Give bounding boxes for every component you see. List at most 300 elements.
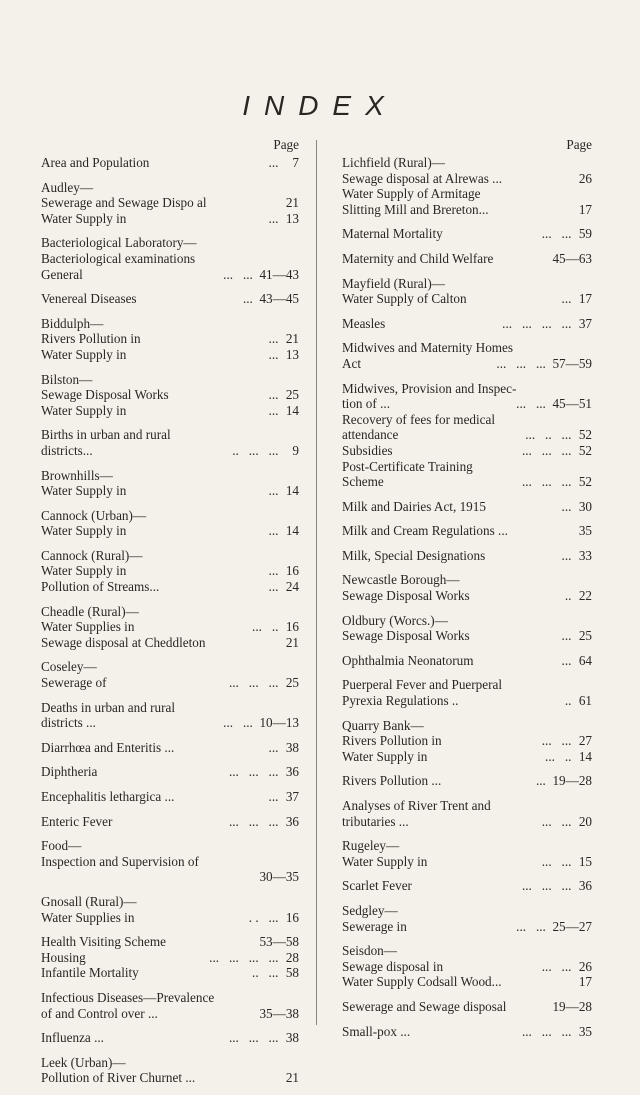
leader-dots: ... [561,498,578,514]
page-number: 13 [285,210,299,226]
index-term: of and Control over ... [41,1005,158,1021]
index-term: Audley— [41,179,94,195]
index-line [41,211,299,227]
page-number: 52 [578,442,592,458]
index-entry [342,381,592,490]
index-line [342,443,592,459]
index-term: Bacteriological examinations [41,250,196,266]
index-line [342,974,592,990]
leader-dots: ... ... ... [228,764,285,780]
index-line [342,171,592,187]
page-number: 35—38 [259,1005,299,1021]
index-term: Sewerage of [41,675,107,691]
leader-dots: ... ... ... [228,813,285,829]
leader-dots: ... ... ... [496,355,553,371]
index-term: Measles [342,315,386,331]
index-line [41,604,299,620]
index-entry [41,740,299,756]
index-term: Sewage disposal in [342,958,444,974]
index-line [41,387,299,403]
index-term: Act [342,355,362,371]
index-line [342,381,592,397]
index-line [342,798,592,814]
index-entry [41,427,299,458]
index-term: Encephalitis lethargica ... [41,789,175,804]
index-line [41,910,299,926]
leader-dots: .. [564,588,578,604]
leader-dots: . . ... [248,909,285,925]
index-term: Mayfield (Rural)— [342,275,445,291]
index-line [342,814,592,830]
leader-dots: ... [268,739,285,755]
index-line [41,740,299,756]
index-line [41,659,299,675]
index-entry [342,798,592,829]
index-term: Water Supply in [41,346,127,362]
index-line [342,959,592,975]
page-number: 36 [285,813,299,829]
index-term: Scarlet Fever [342,878,412,894]
index-term: Sewage disposal at Alrewas ... [342,170,503,186]
index-line [342,276,592,292]
index-term: Coseley— [41,659,97,675]
index-term: Housing [41,949,86,965]
index-line [41,155,299,171]
index-term: Diphtheria [41,764,98,780]
page-number: 17 [578,201,592,217]
index-term: Water Supplies in [41,909,135,925]
leader-dots: ... ... [516,918,553,934]
page-number: 61 [578,693,592,709]
index-line [342,155,592,171]
index-term: Enteric Fever [41,813,113,829]
index-line [41,1006,299,1022]
index-term: Milk and Dairies Act, 1915 [342,498,486,514]
leader-dots: ... [561,547,578,563]
index-term: Water Supplies in [41,619,135,635]
page-number: 19—28 [552,773,592,789]
index-term: Newcastle Borough— [342,572,460,588]
index-line [41,854,299,870]
index-line [342,396,592,412]
index-term: Quarry Bank— [342,717,424,733]
index-line [41,1030,299,1046]
index-line [342,548,592,564]
page-number: 43—45 [259,291,299,307]
leader-dots: ... [561,628,578,644]
page-number: 15 [578,853,592,869]
page-number: 14 [285,483,299,499]
index-entry [342,903,592,934]
leader-dots: ... [268,155,285,170]
index-line [41,180,299,196]
index-line [41,675,299,691]
index-line [342,749,592,765]
index-line [342,356,592,372]
leader-dots: ... [268,210,285,226]
index-line [342,773,592,789]
index-entry [342,226,592,242]
page-number: 26 [578,958,592,974]
index-term: Sedgley— [342,902,398,918]
index-term: Analyses of River Trent and [342,798,491,813]
page-number: 64 [578,652,592,668]
index-entry [342,653,592,669]
index-entry [342,677,592,708]
index-line [342,613,592,629]
index-term: Rivers Pollution in [41,331,141,347]
page-number: 19—28 [552,998,592,1014]
index-line [342,523,592,539]
leader-dots: ... .. ... [525,427,578,443]
leader-dots: .. ... ... [232,442,285,458]
index-term: Leek (Urban)— [41,1054,126,1070]
index-term: Infantile Mortality [41,965,139,981]
page-number: 58 [285,965,299,981]
page-number: 21 [285,634,299,650]
page-number: 30 [578,498,592,514]
index-line [41,563,299,579]
index-term: Inspection and Supervision of [41,853,199,869]
page-number: 21 [285,195,299,211]
index-term: Sewage Disposal Works [41,387,169,403]
index-term: Sewerage and Sewage Dispo al [41,195,207,211]
leader-dots: ... ... [223,266,260,282]
page-number: 14 [285,402,299,418]
index-entry [41,291,299,307]
index-term: tributaries ... [342,813,409,829]
index-entry [342,878,592,894]
index-term: Bacteriological Laboratory— [41,235,197,251]
index-term: Diarrhœa and Enteritis ... [41,739,175,755]
leader-dots: ... [268,346,285,362]
index-line [342,718,592,734]
page-number: 57—59 [552,355,592,371]
index-term: Sewerage and Sewage disposal [342,998,507,1014]
leader-dots: ... ... ... ... [209,949,285,965]
index-line [342,878,592,894]
leader-dots: ... ... ... [521,442,578,458]
page-number: 52 [578,427,592,443]
index-term: Food— [41,838,82,854]
column-divider [316,140,317,1025]
index-line [342,903,592,919]
index-term: Rivers Pollution ... [342,773,442,789]
page-number: 10—13 [259,715,299,731]
index-line [41,251,299,267]
index-term: Lichfield (Rural)— [342,155,445,170]
page-column-header: Page [566,137,592,152]
page-number: 35 [578,1023,592,1039]
index-line [41,579,299,595]
index-term: Water Supply in [41,563,127,579]
index-line [41,316,299,332]
index-line [41,764,299,780]
index-term: Water Supply of Armitage [342,186,481,202]
index-line [342,186,592,202]
index-term: districts... [41,442,93,458]
index-line [41,331,299,347]
leader-dots: ... ... [223,715,260,731]
leader-dots: ... [561,652,578,668]
index-entry [41,659,299,690]
page-number: 27 [578,733,592,749]
index-term: General [41,266,83,282]
index-line [342,628,592,644]
index-term: Midwives and Maternity Homes [342,340,514,356]
index-term: Scheme [342,474,384,490]
leader-dots: ... [268,523,285,539]
index-term: Biddulph— [41,315,104,331]
index-line [41,372,299,388]
index-line [41,403,299,419]
index-entry [342,340,592,371]
page-number: 21 [285,331,299,347]
index-line [41,548,299,564]
index-term: Births in urban and rural [41,427,171,443]
page-number: 16 [285,909,299,925]
index-term: Maternity and Child Welfare [342,250,494,266]
index-entry [41,508,299,539]
index-line [41,468,299,484]
index-entry [342,838,592,869]
index-entry [342,999,592,1015]
leader-dots: ... [268,402,285,418]
leader-dots: .. [564,693,578,709]
index-entry [342,523,592,539]
index-line [41,267,299,283]
index-term: Water Supply in [41,523,127,539]
leader-dots: ... [268,483,285,499]
index-term: Bilston— [41,371,93,387]
leader-dots: ... [268,563,285,579]
leader-dots: ... [268,579,285,595]
index-entry [41,155,299,171]
page-number: 9 [292,442,299,458]
leader-dots: ... [242,291,260,307]
index-line [41,789,299,805]
leader-dots: ... [561,291,578,307]
index-term: Water Supply in [41,210,127,226]
page-number: 37 [285,789,299,804]
index-entry [342,718,592,765]
index-line [342,572,592,588]
page-title: INDEX [242,90,398,121]
index-term: Midwives, Provision and Inspec- [342,380,517,396]
page-number: 37 [578,315,592,331]
index-entry [41,1055,299,1086]
index-term: Water Supply Codsall Wood... [342,974,502,990]
index-line [342,412,592,428]
page-number: 26 [578,170,592,186]
index-line [41,1070,299,1086]
index-term: Influenza ... [41,1030,104,1046]
index-entry [41,990,299,1021]
index-term: Cheadle (Rural)— [41,603,139,619]
index-term: Sewage Disposal Works [342,628,470,644]
leader-dots: ... ... ... [521,1023,578,1039]
index-term: Gnosall (Rural)— [41,893,137,909]
leader-dots: ... ... ... [521,878,578,894]
index-entry [342,499,592,515]
page-number: 25 [285,387,299,403]
page-number: 53—58 [259,934,299,950]
page-number: 21 [285,1070,299,1086]
index-entry [342,613,592,644]
index-line [41,814,299,830]
index-line [41,443,299,459]
index-line [41,347,299,363]
page-number: 25—27 [552,918,592,934]
left-column [41,137,299,1095]
index-entry [342,316,592,332]
index-line [342,427,592,443]
index-line [41,1055,299,1071]
index-line [342,854,592,870]
index-line [41,990,299,1006]
index-term: Subsidies [342,442,393,458]
index-term: Pollution of Streams... [41,579,160,595]
index-line [342,316,592,332]
index-term: Milk and Cream Regulations ... [342,523,508,539]
index-line [41,635,299,651]
index-line [342,693,592,709]
index-term: Post-Certificate Training [342,458,473,474]
index-term: Seisdon— [342,943,397,959]
leader-dots: ... ... ... [228,1030,285,1046]
index-entry [342,773,592,789]
index-line [41,715,299,731]
index-entry [41,604,299,651]
index-term: Deaths in urban and rural [41,699,176,715]
index-term: Area and Population [41,155,150,170]
index-line [342,474,592,490]
index-term: Milk, Special Designations [342,547,486,563]
page-number: 7 [292,155,299,170]
index-line [342,226,592,242]
index-line [342,291,592,307]
leader-dots: ... [268,387,285,403]
index-entry [41,764,299,780]
index-entry [41,934,299,981]
index-line [41,869,299,885]
index-entry [41,894,299,925]
page-number: 35 [578,523,592,539]
left-entries [41,155,299,1086]
index-entry [342,548,592,564]
index-line [41,934,299,950]
page-number: 45—63 [552,250,592,266]
index-entry [41,235,299,282]
index-line [41,291,299,307]
index-line [41,427,299,443]
index-entry [342,943,592,990]
index-line [41,950,299,966]
page-number: 38 [285,739,299,755]
index-entry [41,814,299,830]
page-number: 13 [285,346,299,362]
index-term: Venereal Diseases [41,291,137,307]
leader-dots: ... [268,789,285,804]
right-entries [342,155,592,1039]
index-line [342,459,592,475]
index-term: Water Supply of Calton [342,291,467,307]
index-line [342,1024,592,1040]
right-column [342,137,592,1048]
index-line [41,965,299,981]
index-term: Water Supply in [41,402,127,418]
index-term: tion of ... [342,396,390,412]
page-number: 52 [578,474,592,490]
index-term: Cannock (Urban)— [41,507,147,523]
index-line [342,588,592,604]
index-term: Sewage Disposal Works [342,588,470,604]
index-line [41,235,299,251]
leader-dots: ... ... [541,226,578,242]
index-entry [342,572,592,603]
index-line [342,677,592,693]
leader-dots: ... ... [541,853,578,869]
leader-dots: ... ... [541,958,578,974]
page-number: 14 [285,523,299,539]
page-number: 25 [578,628,592,644]
leader-dots: ... .. [252,619,285,635]
index-term: Water Supply in [41,483,127,499]
page-number: 16 [285,563,299,579]
index-line [342,499,592,515]
index-line [342,943,592,959]
leader-dots: ... [268,331,285,347]
leader-dots: ... ... ... [521,474,578,490]
index-term: Sewerage in [342,918,407,934]
page-number: 28 [285,949,299,965]
index-line [41,523,299,539]
index-term: Small-pox ... [342,1023,411,1039]
page-number: 16 [285,619,299,635]
index-line [41,838,299,854]
index-term: Sewage disposal at Cheddleton [41,634,206,650]
index-line [41,894,299,910]
page-number: 36 [285,764,299,780]
page-number: 20 [578,813,592,829]
index-entry [41,468,299,499]
page-number: 14 [578,748,592,764]
index-term: Water Supply in [342,748,428,764]
index-term: Maternal Mortality [342,226,443,242]
index-term: Rugeley— [342,838,400,854]
index-term: Ophthalmia Neonatorum [342,652,474,668]
index-entry [41,180,299,227]
index-line [342,733,592,749]
index-entry [41,1030,299,1046]
page-number: 24 [285,579,299,595]
index-term: attendance [342,427,399,443]
page-column-header: Page [273,137,299,152]
page-number: 38 [285,1030,299,1046]
index-entry [41,548,299,595]
index-term: Puerperal Fever and Puerperal [342,677,503,693]
page-number: 41—43 [259,266,299,282]
index-line [342,202,592,218]
leader-dots: ... .. [545,748,578,764]
index-line [41,508,299,524]
index-entry [342,276,592,307]
index-line [41,700,299,716]
leader-dots: ... ... [541,733,578,749]
page-number: 59 [578,226,592,242]
index-term: Health Visiting Scheme [41,934,166,950]
page-number: 22 [578,588,592,604]
